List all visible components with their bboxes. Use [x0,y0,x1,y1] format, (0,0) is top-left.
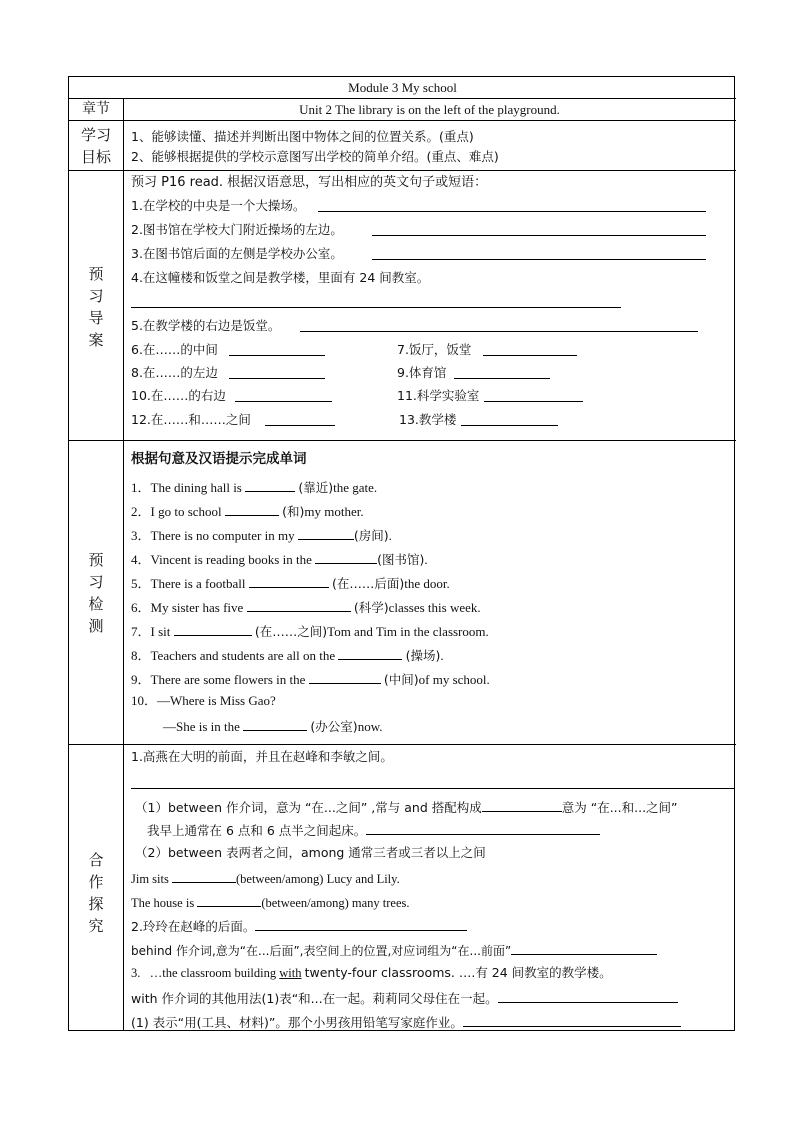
item-hint: (图书馆) [377,552,425,567]
item-number: 4． [131,552,151,567]
check-item [131,622,489,640]
item-hint: (和) [282,504,305,519]
explore-label-char: 探 [88,895,104,913]
answer-line[interactable] [483,355,577,356]
preview-phrase: 12.在……和……之间 [131,412,251,427]
row-divider [69,98,736,99]
blank[interactable] [498,989,678,1003]
item-text: the gate. [333,480,378,495]
preview-sentence: 4.在这幢楼和饭堂之间是教学楼，里面有 24 间教室。 [131,270,430,285]
item-number: 9． [131,672,151,687]
answer-line[interactable] [484,401,583,402]
blank[interactable] [172,869,236,883]
item-hint: (中间) [383,672,419,687]
explore-note [147,821,600,839]
answer-line[interactable] [372,235,706,236]
answer-line[interactable] [372,259,706,260]
explore-label [69,849,123,937]
item-number: 6． [131,600,151,615]
check-item [131,693,276,709]
explore-question [131,965,612,981]
column-divider [123,98,124,1031]
check-item [131,502,364,520]
item-text: . [440,648,444,663]
item-number: 3． [131,528,151,543]
note-text: 意为 “在...和...之间” [561,800,678,815]
question-text: 2.玲玲在赵峰的后面。 [131,919,256,934]
preview-sentence: 3.在图书馆后面的左侧是学校办公室。 [131,246,343,261]
goal-item: 1、能够读懂、描述并判断出图中物体之间的位置关系。(重点) [131,129,474,144]
goals-label [69,124,123,168]
note-text: （1）between 作介词，意为 “在...之间” ,常与 and 搭配构成 [135,800,482,815]
blank[interactable] [197,893,261,907]
sentence-text: The house is [131,896,195,910]
check-item [131,646,444,664]
answer-line[interactable] [229,355,325,356]
question-text: twenty-four classrooms. ….有 24 间教室的教学楼。 [304,965,612,980]
preview-phrase: 7.饭厅，饭堂 [397,342,472,357]
item-number: 7． [131,624,151,639]
check-label-char: 预 [88,551,104,569]
explore-note [131,941,657,959]
explore-note: （2）between 表两者之间，among 通常三者或三者以上之间 [135,845,486,860]
preview-phrase: 10.在……的右边 [131,388,226,403]
answer-line[interactable] [300,331,698,332]
answer-line[interactable] [131,788,735,789]
preview-label-char: 案 [88,331,104,349]
blank[interactable] [255,917,467,931]
blank[interactable] [309,670,381,684]
row-divider [69,120,736,121]
item-hint: (操场) [405,648,441,663]
explore-label-char: 作 [88,873,104,891]
check-label-char: 习 [88,573,104,591]
item-text: my mother. [304,504,364,519]
question-number: 3. [131,966,141,980]
note-text: 我早上通常在 6 点和 6 点半之间起床。 [147,823,367,838]
blank[interactable] [482,798,562,812]
explore-note [131,989,678,1007]
item-number: 1． [131,480,151,495]
check-label [69,549,123,637]
explore-note [131,1013,681,1031]
goals-label-line: 目标 [80,148,111,166]
preview-sentence: 1.在学校的中央是一个大操场。 [131,198,306,213]
preview-intro: 预习 P16 read. 根据汉语意思，写出相应的英文句子或短语： [131,175,488,190]
item-text: classes this week. [388,600,481,615]
blank[interactable] [298,526,354,540]
item-number: 8． [131,648,151,663]
preview-label-char: 预 [88,265,104,283]
item-text: Vincent is reading books in the [150,552,312,567]
answer-line[interactable] [461,425,558,426]
blank[interactable] [243,717,307,731]
item-text: There is no computer in my [150,528,295,543]
preview-sentence: 2.图书馆在学校大门附近操场的左边。 [131,222,343,237]
item-hint: (办公室) [310,719,358,734]
blank[interactable] [338,646,402,660]
preview-phrase: 11.科学实验室 [397,388,480,403]
blank[interactable] [249,574,329,588]
blank[interactable] [463,1013,681,1027]
note-text: with 作介词的其他用法(1)表“和...在一起。莉莉同父母住在一起。 [131,991,498,1006]
worksheet-table [68,76,735,1031]
item-hint: (科学) [353,600,389,615]
explore-note [135,798,678,816]
preview-phrase: 8.在……的左边 [131,365,218,380]
item-text: . [424,552,428,567]
row-divider [69,170,736,171]
question-text: …the classroom building [149,966,277,980]
item-text: I sit [150,624,171,639]
answer-line[interactable] [318,211,706,212]
preview-label-char: 导 [88,309,104,327]
item-text: Tom and Tim in the classroom. [327,624,489,639]
item-number: 2． [131,504,151,519]
item-text: The dining hall is [150,480,242,495]
blank[interactable] [225,502,279,516]
blank[interactable] [174,622,252,636]
item-text: There is a football [150,576,246,591]
blank[interactable] [245,478,295,492]
check-label-char: 测 [88,617,104,635]
item-text: of my school. [418,672,490,687]
answer-line[interactable] [265,425,335,426]
item-text: the door. [404,576,450,591]
answer-line[interactable] [229,378,325,379]
blank[interactable] [247,598,351,612]
note-text: (1) 表示“用(工具、材料)”。那个小男孩用铅笔写家庭作业。 [131,1015,463,1030]
item-text: My sister has five [150,600,244,615]
underlined-word: with [279,966,302,980]
item-hint: (靠近) [298,480,334,495]
preview-label-char: 习 [88,287,104,305]
preview-phrase: 9.体育馆 [397,365,447,380]
item-text: now. [357,719,383,734]
explore-question: 1.高燕在大明的前面，并且在赵峰和李敏之间。 [131,749,393,764]
item-text: —Where is Miss Gao? [157,693,276,708]
check-item [131,478,377,496]
chapter-label: 章节 [82,101,110,117]
preview-phrase: 6.在……的中间 [131,342,218,357]
item-hint: (在……后面) [331,576,405,591]
explore-question [131,917,467,935]
check-item [131,550,428,568]
blank[interactable] [315,550,377,564]
answer-line[interactable] [131,307,621,308]
item-text: Teachers and students are all on the [150,648,336,663]
item-text: . [388,528,392,543]
blank[interactable] [366,821,600,835]
check-item [131,574,450,592]
sentence-text: (between/among) many trees. [261,896,410,910]
check-label-char: 检 [88,595,104,613]
item-number: 10． [131,693,158,708]
preview-sentence: 5.在教学楼的右边是饭堂。 [131,318,281,333]
item-text: I go to school [150,504,222,519]
blank[interactable] [511,941,657,955]
unit-title: Unit 2 The library is on the left of the playground. [299,102,560,117]
check-item [163,717,382,735]
row-divider [69,440,736,441]
answer-line[interactable] [235,401,332,402]
goal-item: 2、能够根据提供的学校示意图写出学校的简单介绍。(重点、难点) [131,149,499,164]
preview-label [69,263,123,351]
item-number: 5． [131,576,151,591]
explore-label-char: 合 [88,851,104,869]
preview-phrase: 13.教学楼 [399,412,457,427]
item-hint: (房间) [353,528,389,543]
goals-label-line: 学习 [80,126,111,144]
check-item [131,598,481,616]
item-text: There are some flowers in the [150,672,306,687]
explore-label-char: 究 [88,917,104,935]
explore-sentence [131,893,410,911]
explore-sentence [131,869,400,887]
item-text: —She is in the [163,719,240,734]
sentence-text: Jim sits [131,872,169,886]
check-item [131,526,392,544]
check-heading: 根据句意及汉语提示完成单词 [131,451,307,467]
module-title: Module 3 My school [348,80,457,95]
check-item [131,670,490,688]
item-hint: (在……之间) [254,624,328,639]
note-text: behind 作介词,意为“在...后面”,表空间上的位置,对应词组为“在...前面” [131,944,512,958]
sentence-text: (between/among) Lucy and Lily. [236,872,400,886]
answer-line[interactable] [454,378,550,379]
row-divider [69,744,736,745]
